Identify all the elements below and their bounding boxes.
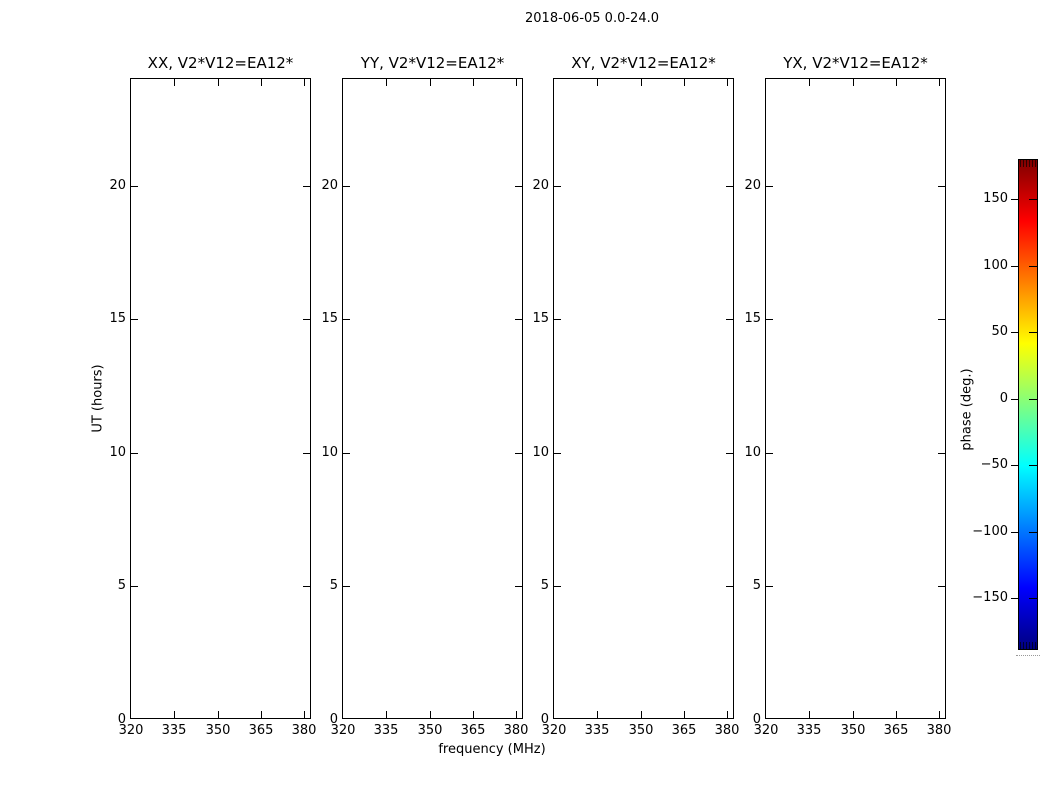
- subplot-xy-title: XY, V2*V12=EA12*: [571, 54, 716, 72]
- y-tick-label: 15: [744, 311, 761, 326]
- tick-mark: [1011, 532, 1037, 533]
- tick-mark: [766, 453, 945, 454]
- tick-mark: [261, 79, 262, 718]
- subplot-xx: [109, 54, 317, 738]
- tick-mark: [131, 453, 310, 454]
- subplot-yy-title: YY, V2*V12=EA12*: [360, 54, 505, 72]
- y-tick-label: 0: [752, 712, 761, 727]
- tick-mark: [131, 186, 310, 187]
- tick-mark: [131, 319, 310, 320]
- tick-mark: [516, 79, 517, 718]
- x-axis-label: frequency (MHz): [438, 742, 546, 757]
- tick-mark: [1011, 465, 1037, 466]
- tick-mark: [554, 319, 733, 320]
- y-tick-label: 20: [532, 178, 549, 193]
- y-tick-label: 10: [321, 445, 338, 460]
- tick-mark: [218, 79, 219, 718]
- colorbar: [972, 159, 1038, 650]
- x-tick-label: 320: [118, 723, 144, 738]
- x-tick-label: 350: [417, 723, 443, 738]
- subplot-yy: [321, 54, 529, 738]
- tick-mark: [473, 79, 474, 718]
- y-tick-label: 0: [117, 712, 126, 727]
- y-tick-label: 20: [744, 178, 761, 193]
- x-tick-label: 380: [714, 723, 740, 738]
- tick-mark: [766, 319, 945, 320]
- tick-mark: [809, 79, 810, 718]
- subplot-yx-title: YX, V2*V12=EA12*: [783, 54, 928, 72]
- x-tick-label: 335: [796, 723, 822, 738]
- tick-mark: [554, 453, 733, 454]
- tick-mark: [597, 79, 598, 718]
- colorbar-bottom-dotted-line: [1016, 655, 1040, 656]
- tick-mark: [430, 79, 431, 718]
- x-tick-label: 350: [205, 723, 231, 738]
- tick-mark: [1011, 199, 1037, 200]
- tick-mark: [1011, 399, 1037, 400]
- x-tick-label: 335: [373, 723, 399, 738]
- tick-mark: [343, 453, 522, 454]
- x-tick-label: 320: [753, 723, 779, 738]
- tick-mark: [343, 586, 522, 587]
- x-tick-label: 320: [330, 723, 356, 738]
- y-axis-label: UT (hours): [90, 364, 106, 433]
- x-tick-label: 320: [541, 723, 567, 738]
- tick-mark: [684, 79, 685, 718]
- tick-mark: [896, 79, 897, 718]
- tick-mark: [1011, 332, 1037, 333]
- y-tick-label: 15: [109, 311, 126, 326]
- colorbar-axis-label: phase (deg.): [959, 368, 975, 451]
- tick-mark: [174, 79, 175, 718]
- tick-mark: [939, 79, 940, 718]
- colorbar-tick-label: −50: [980, 457, 1008, 472]
- tick-mark: [554, 586, 733, 587]
- tick-mark: [343, 186, 522, 187]
- tick-mark: [1011, 266, 1037, 267]
- x-tick-label: 335: [584, 723, 610, 738]
- tick-mark: [766, 586, 945, 587]
- subplot-xy: [532, 54, 740, 738]
- y-tick-label: 10: [109, 445, 126, 460]
- y-tick-label: 20: [321, 178, 338, 193]
- y-tick-label: 5: [752, 578, 761, 593]
- x-tick-label: 380: [503, 723, 529, 738]
- x-tick-label: 350: [840, 723, 866, 738]
- y-tick-label: 10: [532, 445, 549, 460]
- tick-mark: [641, 79, 642, 718]
- tick-mark: [727, 79, 728, 718]
- colorbar-end-hatch-bottom: [1020, 642, 1036, 649]
- colorbar-end-hatch-top: [1020, 160, 1036, 167]
- colorbar-tick-label: 0: [999, 391, 1008, 406]
- colorbar-tick-label: −100: [972, 524, 1008, 539]
- y-tick-label: 0: [329, 712, 338, 727]
- y-tick-label: 20: [109, 178, 126, 193]
- y-tick-label: 10: [744, 445, 761, 460]
- x-tick-label: 380: [926, 723, 952, 738]
- tick-mark: [1011, 598, 1037, 599]
- y-tick-label: 5: [329, 578, 338, 593]
- tick-mark: [853, 79, 854, 718]
- figure-title: 2018-06-05 0.0-24.0: [525, 11, 659, 26]
- tick-mark: [554, 186, 733, 187]
- y-tick-label: 0: [540, 712, 549, 727]
- colorbar-tick-label: 50: [991, 324, 1008, 339]
- subplot-yx: [744, 54, 952, 738]
- y-tick-label: 15: [532, 311, 549, 326]
- x-tick-label: 335: [161, 723, 187, 738]
- tick-mark: [386, 79, 387, 718]
- tick-mark: [131, 586, 310, 587]
- x-tick-label: 365: [460, 723, 486, 738]
- subplot-xx-title: XX, V2*V12=EA12*: [147, 54, 294, 72]
- y-tick-label: 15: [321, 311, 338, 326]
- y-tick-label: 5: [117, 578, 126, 593]
- y-tick-label: 5: [540, 578, 549, 593]
- colorbar-tick-label: 100: [983, 258, 1008, 273]
- tick-mark: [304, 79, 305, 718]
- x-tick-label: 380: [291, 723, 317, 738]
- colorbar-tick-label: −150: [972, 590, 1008, 605]
- x-tick-label: 365: [671, 723, 697, 738]
- x-tick-label: 350: [628, 723, 654, 738]
- x-tick-label: 365: [248, 723, 274, 738]
- tick-mark: [343, 319, 522, 320]
- colorbar-tick-label: 150: [983, 191, 1008, 206]
- x-tick-label: 365: [883, 723, 909, 738]
- tick-mark: [766, 186, 945, 187]
